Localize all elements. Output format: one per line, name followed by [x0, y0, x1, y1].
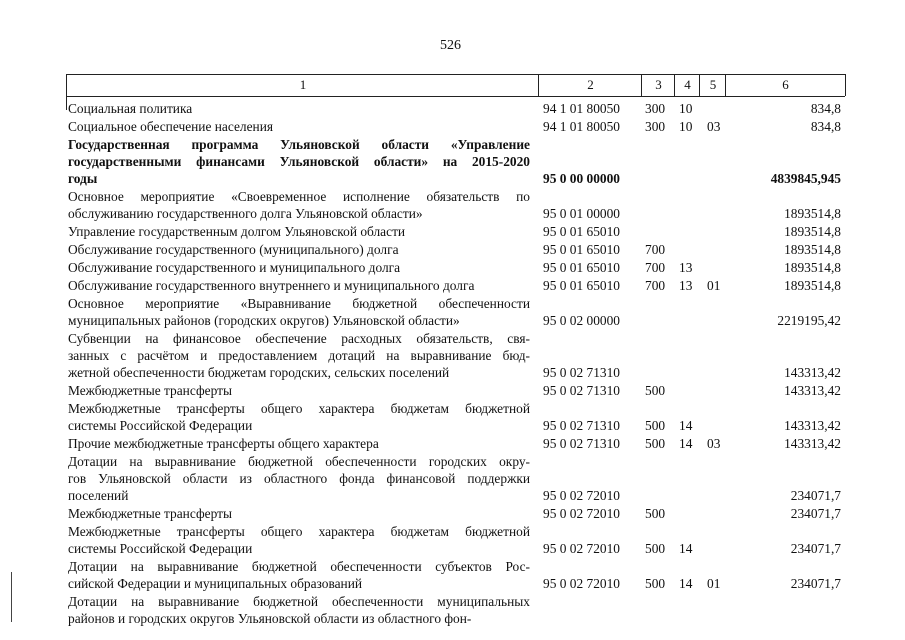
row-amount: 4839845,945: [770, 171, 841, 186]
table-row: [0, 118, 905, 135]
row-col-4: 14: [679, 418, 693, 433]
table-row: [0, 400, 905, 434]
row-name-line: Основное мероприятие «Своевременное исполнение обязательств по: [68, 189, 530, 204]
row-col-3: 300: [645, 119, 666, 134]
row-name: [68, 505, 530, 522]
row-amount: 143313,42: [784, 436, 841, 451]
row-name-line: Межбюджетные трансферты общего характера бюджетам бюджетной: [68, 524, 530, 539]
row-amount: 234071,7: [790, 506, 841, 521]
row-col-4: 13: [679, 260, 693, 275]
row-name: [68, 382, 530, 399]
row-name-line: годы: [68, 171, 98, 186]
header-col-4: 4: [674, 74, 700, 96]
row-code: 95 0 01 65010: [543, 224, 620, 239]
row-col-5: 01: [707, 576, 721, 591]
row-name-line: Межбюджетные трансферты общего характера бюджетам бюджетной: [68, 401, 530, 416]
row-name-line: районов и городских округов Ульяновской области из областного фон-: [68, 611, 472, 626]
row-amount: 143313,42: [784, 418, 841, 433]
row-code: 94 1 01 80050: [543, 101, 620, 116]
table-row: [0, 593, 905, 627]
row-name-line: Управление государственным долгом Ульяновской области: [68, 224, 406, 239]
row-name-line: Обслуживание государственного (муниципального) долга: [68, 242, 399, 257]
table-row: [0, 295, 905, 329]
row-col-3: 500: [645, 418, 666, 433]
row-name: [68, 593, 530, 627]
row-name: [68, 100, 530, 117]
table-row: [0, 241, 905, 258]
table-row: [0, 523, 905, 557]
row-name: [68, 453, 530, 504]
row-name: [68, 330, 530, 381]
row-amount: 1893514,8: [784, 224, 841, 239]
row-amount: 1893514,8: [784, 206, 841, 221]
row-amount: 1893514,8: [784, 260, 841, 275]
row-name-line: государственными финансами Ульяновской области» на 2015-2020: [68, 154, 530, 169]
row-code: 95 0 01 65010: [543, 242, 620, 257]
row-name: [68, 241, 530, 258]
row-code: 95 0 02 72010: [543, 506, 620, 521]
header-col-3: 3: [641, 74, 675, 96]
row-amount: 234071,7: [790, 488, 841, 503]
row-name: [68, 400, 530, 434]
row-col-3: 500: [645, 506, 666, 521]
header-col-1: 1: [66, 74, 539, 96]
row-name: [68, 259, 530, 276]
table-row: [0, 223, 905, 240]
row-col-3: 500: [645, 383, 666, 398]
row-name-line: Основное мероприятие «Выравнивание бюджетной обеспеченности: [68, 296, 530, 311]
row-name-line: сийской Федерации и муниципальных образований: [68, 576, 363, 591]
row-name-line: муниципальных районов (городских округов) Ульяновской области»: [68, 313, 460, 328]
row-amount: 834,8: [810, 101, 841, 116]
row-code: 95 0 02 71310: [543, 436, 620, 451]
table-row: [0, 453, 905, 504]
table-row: [0, 277, 905, 294]
row-code: 95 0 02 72010: [543, 488, 620, 503]
table-header: [66, 74, 845, 98]
row-col-4: 14: [679, 436, 693, 451]
row-col-4: 14: [679, 541, 693, 556]
row-name-line: поселений: [68, 488, 129, 503]
row-amount: 143313,42: [784, 383, 841, 398]
page-number: 526: [440, 38, 461, 53]
table-row: [0, 558, 905, 592]
row-name-line: системы Российской Федерации: [68, 418, 253, 433]
row-name-line: жетной обеспеченности бюджетам городских, сельских поселений: [68, 365, 450, 380]
row-col-3: 500: [645, 436, 666, 451]
row-code: 95 0 02 72010: [543, 576, 620, 591]
row-col-3: 700: [645, 278, 666, 293]
header-col-6: 6: [725, 74, 846, 96]
row-name-line: Субвенции на финансовое обеспечение расходных обязательств, свя-: [68, 331, 530, 346]
row-code: 95 0 02 72010: [543, 541, 620, 556]
row-name-line: гов Ульяновской области из областного фонда финансовой поддержки: [68, 471, 530, 486]
row-name: [68, 277, 530, 294]
row-name-line: Межбюджетные трансферты: [68, 506, 232, 521]
row-name-line: обслуживанию государственного долга Ульяновской области»: [68, 206, 423, 221]
row-amount: 1893514,8: [784, 242, 841, 257]
table-row: [0, 382, 905, 399]
row-name: [68, 295, 530, 329]
row-name-line: Межбюджетные трансферты: [68, 383, 232, 398]
row-code: 95 0 02 71310: [543, 383, 620, 398]
header-col-5: 5: [699, 74, 726, 96]
row-name-line: Обслуживание государственного внутреннего и муниципального долга: [68, 278, 475, 293]
row-code: 95 0 02 71310: [543, 365, 620, 380]
row-code: 95 0 02 00000: [543, 313, 620, 328]
margin-mark: [11, 572, 12, 622]
row-amount: 834,8: [810, 119, 841, 134]
row-col-4: 10: [679, 119, 693, 134]
row-name-line: Дотации на выравнивание бюджетной обеспеченности субъектов Рос-: [68, 559, 530, 574]
row-name-line: Прочие межбюджетные трансферты общего характера: [68, 436, 379, 451]
table-row: [0, 435, 905, 452]
table-row: [0, 100, 905, 117]
row-name: [68, 188, 530, 222]
row-col-4: 10: [679, 101, 693, 116]
table-row: [0, 505, 905, 522]
header-bottom-border: [66, 96, 845, 97]
row-code: 95 0 01 65010: [543, 278, 620, 293]
table-row: [0, 330, 905, 381]
table-row: [0, 259, 905, 276]
header-col-2: 2: [538, 74, 642, 96]
row-amount: 234071,7: [790, 576, 841, 591]
row-name-line: Социальное обеспечение населения: [68, 119, 274, 134]
row-amount: 1893514,8: [784, 278, 841, 293]
row-name-line: Государственная программа Ульяновской области «Управление: [68, 137, 530, 152]
row-name: [68, 118, 530, 135]
row-code: 95 0 01 00000: [543, 206, 620, 221]
row-code: 95 0 00 00000: [543, 171, 620, 186]
row-col-5: 03: [707, 436, 721, 451]
row-col-3: 300: [645, 101, 666, 116]
row-name-line: Обслуживание государственного и муниципального долга: [68, 260, 401, 275]
row-amount: 2219195,42: [777, 313, 841, 328]
row-name: [68, 558, 530, 592]
row-name: [68, 435, 530, 452]
row-name-line: Дотации на выравнивание бюджетной обеспеченности муниципальных: [68, 594, 530, 609]
row-col-3: 700: [645, 260, 666, 275]
row-name-line: Дотации на выравнивание бюджетной обеспеченности городских окру-: [68, 454, 530, 469]
row-code: 94 1 01 80050: [543, 119, 620, 134]
row-col-3: 700: [645, 242, 666, 257]
row-code: 95 0 01 65010: [543, 260, 620, 275]
row-col-3: 500: [645, 576, 666, 591]
row-amount: 234071,7: [790, 541, 841, 556]
row-col-3: 500: [645, 541, 666, 556]
row-name: [68, 523, 530, 557]
row-name: [68, 136, 530, 187]
row-col-5: 03: [707, 119, 721, 134]
row-name: [68, 223, 530, 240]
row-amount: 143313,42: [784, 365, 841, 380]
row-name-line: Социальная политика: [68, 101, 193, 116]
row-name-line: занных с расчётом и предоставлением дотаций на выравнивание бюд-: [68, 348, 530, 363]
row-col-4: 13: [679, 278, 693, 293]
table-row: [0, 188, 905, 222]
row-name-line: системы Российской Федерации: [68, 541, 253, 556]
row-col-4: 14: [679, 576, 693, 591]
row-code: 95 0 02 71310: [543, 418, 620, 433]
table-row: [0, 136, 905, 187]
row-col-5: 01: [707, 278, 721, 293]
